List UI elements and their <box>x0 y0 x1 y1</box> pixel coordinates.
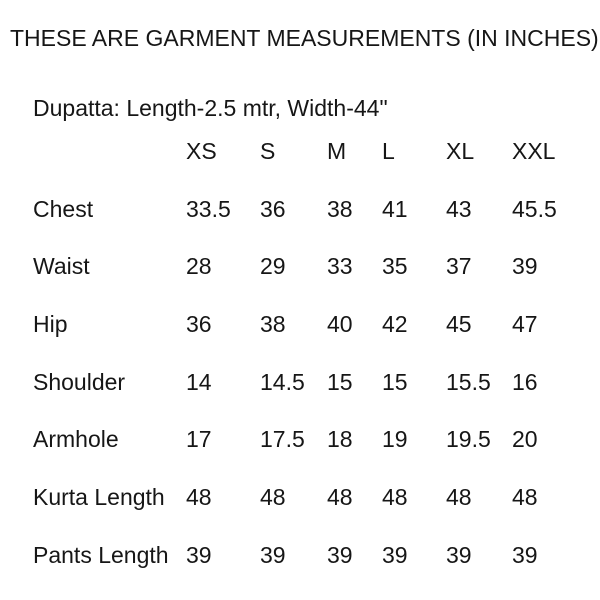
cell-chest-s: 36 <box>260 195 286 222</box>
cell-pants-length-m: 39 <box>327 541 353 568</box>
cell-waist-s: 29 <box>260 253 286 280</box>
dupatta-note: Dupatta: Length-2.5 mtr, Width-44" <box>33 95 388 121</box>
size-header-l: L <box>382 138 395 164</box>
cell-shoulder-m: 15 <box>327 368 353 395</box>
cell-armhole-s: 17.5 <box>260 426 305 453</box>
cell-armhole-xl: 19.5 <box>446 426 491 453</box>
cell-armhole-xxl: 20 <box>512 426 538 453</box>
cell-chest-xxl: 45.5 <box>512 195 557 222</box>
cell-shoulder-s: 14.5 <box>260 368 305 395</box>
cell-chest-xs: 33.5 <box>186 195 231 222</box>
cell-pants-length-xl: 39 <box>446 541 472 568</box>
cell-waist-m: 33 <box>327 253 353 280</box>
cell-hip-xs: 36 <box>186 311 212 338</box>
cell-waist-xs: 28 <box>186 253 212 280</box>
cell-kurta-length-l: 48 <box>382 484 408 511</box>
cell-pants-length-l: 39 <box>382 541 408 568</box>
cell-chest-m: 38 <box>327 195 353 222</box>
row-label-kurta-length: Kurta Length <box>33 484 165 511</box>
size-header-xs: XS <box>186 138 217 164</box>
cell-pants-length-xxl: 39 <box>512 541 538 568</box>
row-label-armhole: Armhole <box>33 426 119 453</box>
cell-shoulder-l: 15 <box>382 368 408 395</box>
cell-armhole-xs: 17 <box>186 426 212 453</box>
row-label-hip: Hip <box>33 311 68 338</box>
cell-kurta-length-xl: 48 <box>446 484 472 511</box>
size-header-xl: XL <box>446 138 475 164</box>
cell-shoulder-xl: 15.5 <box>446 368 491 395</box>
cell-hip-s: 38 <box>260 311 286 338</box>
measurement-table <box>33 138 600 600</box>
row-label-chest: Chest <box>33 195 94 222</box>
cell-kurta-length-xs: 48 <box>186 484 212 511</box>
cell-shoulder-xxl: 16 <box>512 368 538 395</box>
cell-hip-m: 40 <box>327 311 353 338</box>
cell-armhole-l: 19 <box>382 426 408 453</box>
cell-waist-xl: 37 <box>446 253 472 280</box>
size-header-s: S <box>260 138 276 164</box>
cell-chest-l: 41 <box>382 195 408 222</box>
row-label-waist: Waist <box>33 253 90 280</box>
cell-hip-xl: 45 <box>446 311 472 338</box>
cell-kurta-length-s: 48 <box>260 484 286 511</box>
cell-kurta-length-xxl: 48 <box>512 484 538 511</box>
cell-shoulder-xs: 14 <box>186 368 212 395</box>
size-header-m: M <box>327 138 347 164</box>
cell-armhole-m: 18 <box>327 426 353 453</box>
cell-waist-l: 35 <box>382 253 408 280</box>
cell-hip-l: 42 <box>382 311 408 338</box>
table-corner <box>33 138 186 196</box>
cell-pants-length-s: 39 <box>260 541 286 568</box>
cell-kurta-length-m: 48 <box>327 484 353 511</box>
cell-waist-xxl: 39 <box>512 253 538 280</box>
cell-pants-length-xs: 39 <box>186 541 212 568</box>
page-title: THESE ARE GARMENT MEASUREMENTS (IN INCHES) <box>10 25 599 51</box>
row-label-shoulder: Shoulder <box>33 368 126 395</box>
cell-chest-xl: 43 <box>446 195 472 222</box>
row-label-pants-length: Pants Length <box>33 541 169 568</box>
size-header-xxl: XXL <box>512 138 556 164</box>
cell-hip-xxl: 47 <box>512 311 538 338</box>
